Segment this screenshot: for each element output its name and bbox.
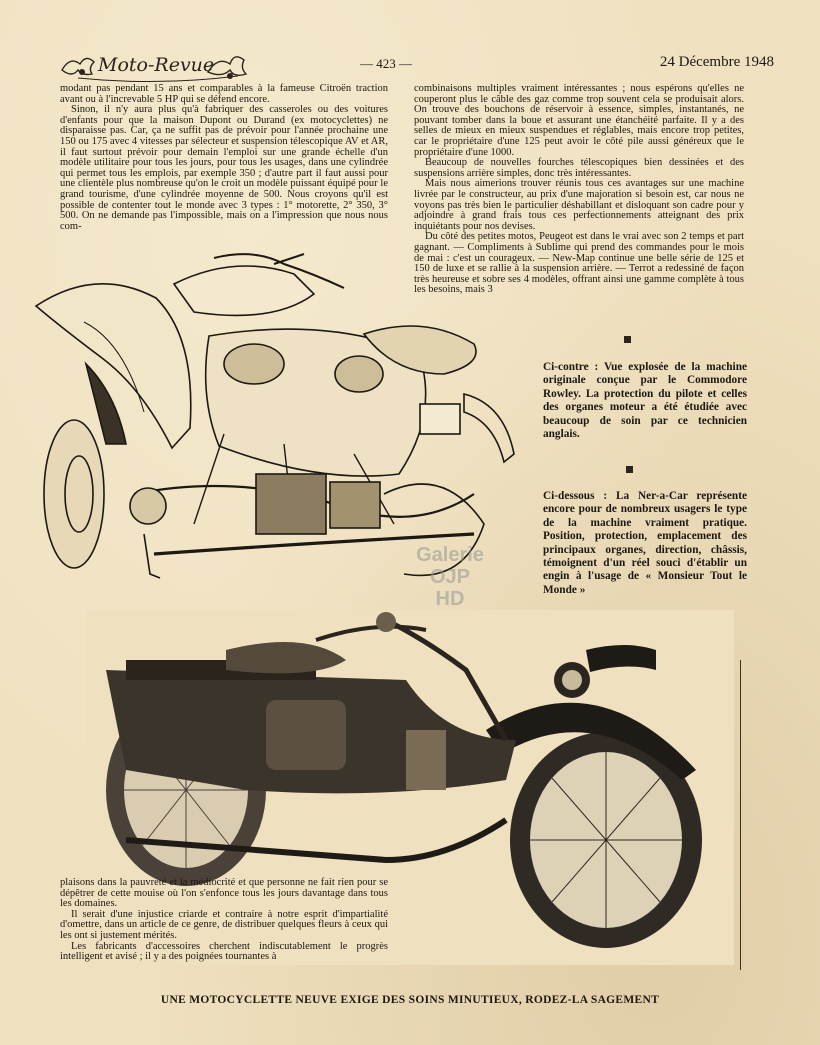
paragraph: Les fabricants d'accessoires cherchent indiscutablement le progrès intelligent et avisé ; il y a des poignées tournantes à xyxy=(60,940,388,963)
page-header xyxy=(58,42,774,88)
paragraph: combinaisons multiples vraiment intéressantes ; nous espérons qu'elles ne couperont plus le câble des gaz comme trop souvent cela se produisait alors. On trouve des bouchons de réservoir à essence, simples, instantanés, ne pouvant tomber dans la boue et assurant une étanchéité parfaite. Il y a des selles de mieux en mieux suspendues et réglables, mais encore trop petites, car le propriétaire d'une 125 peut avoir le côté pile aussi généreux que le propriétaire d'une 1000. xyxy=(414,83,744,158)
page-footer-slogan: UNE MOTOCYCLETTE NEUVE EXIGE DES SOINS MINUTIEUX, RODEZ-LA SAGEMENT xyxy=(160,994,660,1006)
caption-exploded-view: Ci-contre : Vue explosée de la machine originale conçue par le Commodore Rowley. La protection du pilote et celles des organes moteur a été étudiée avec beaucoup de soin par ce technicien anglais. xyxy=(543,361,747,441)
watermark-line: OJP xyxy=(429,566,471,588)
square-bullet-icon xyxy=(624,336,631,343)
magazine-logo: Moto-Revue xyxy=(98,54,215,76)
paragraph: modant pas pendant 15 ans et comparables à la fameuse Citroën traction avant ou à l'increvable 5 HP qui se défend encore. xyxy=(60,83,388,105)
issue-date: 24 Décembre 1948 xyxy=(659,54,774,70)
watermark xyxy=(404,544,496,616)
caption-ner-a-car: Ci-dessous : La Ner-a-Car représente encore pour de nombreux usagers le type de la machine vraiment pratique. Position, protection, emplacement des principaux organes, direction, châssis, témoignent d'un réel souci d'établir un engin à l'usage de « Monsieur Tout le Monde » xyxy=(543,490,747,596)
watermark-line: Galerie xyxy=(416,544,484,566)
article-column-bottom xyxy=(60,878,388,963)
paragraph: Mais nous aimerions trouver réunis tous ces avantages sur une machine livrée par le constructeur, au prix d'une majoration si besoin est, car nous ne voyons pas très bien le particulier déshabillant et disloquant son cadre pour y adjoindre à grand frais tous ces perfectionnements atteignant des prix inquiétants pour nos devises. xyxy=(414,178,744,232)
paragraph: plaisons dans la pauvreté et la médiocrité et que personne ne fait rien pour se dépêtrer de cette mouise où l'on s'enfonce tous les jours davantage dans tous les domaines. xyxy=(60,877,388,910)
square-bullet-icon xyxy=(626,466,633,473)
paragraph: Il serait d'une injustice criarde et contraire à notre esprit d'impartialité d'omettre, dans un article de ce genre, de distribuer quelques fleurs à ceux qui les ont si justement mérités. xyxy=(60,908,388,941)
divider xyxy=(740,660,741,970)
page-number: — 423 — xyxy=(360,56,412,71)
watermark-line: HD xyxy=(435,588,465,610)
article-column-left xyxy=(60,84,388,232)
paragraph: Sinon, il n'y aura plus qu'à fabriquer des casseroles ou des voitures d'enfants pour que la maison Dupont ou Durand (ex motocyclettes) ne disparaisse pas. Car, ça ne suffit pas de prévoir pour l'année prochaine une 150 ou 175 avec 4 vitesses par sélecteur et suspension télescopique AV et AR, il faut surtout prévoir pour demain l'emploi sur une grande échelle d'un modèle utilitaire pour tous les jours, pour tous les usages, dans une cylindrée qui permet tous les emplois, par exemple 350 ; d'autre part il faut aussi pour une clientèle plus nombreuse qu'on le croit un modèle puissant équipé pour le grand tourisme, d'une cylindrée moyenne de 500. Nous croyons qu'il est possible de contenter tout le monde avec 3 types : 1° motorette, 2° 350, 3° 500. On ne demande pas l'impossible, mais on a l'impression que nous nous com- xyxy=(60,104,388,232)
paragraph: Beaucoup de nouvelles fourches télescopiques bien dessinées et des suspensions arrière simples, donc très intéressantes. xyxy=(414,157,744,179)
paragraph: Du côté des petites motos, Peugeot est dans le vrai avec son 2 temps et part gagnant. — Compliments à Sublime qui prend des commandes pour le mois de mai : c'est un courageux. — New-Map continue une belle série de 125 et 150 de luxe et se rallie à la suspension arrière. — Terrot a redessiné de façon très heureuse et sobre ses 4 modèles, offrant ainsi une gamme complète à tous les besoins, mais 3 xyxy=(414,231,744,296)
exploded-view-illustration xyxy=(24,244,544,589)
